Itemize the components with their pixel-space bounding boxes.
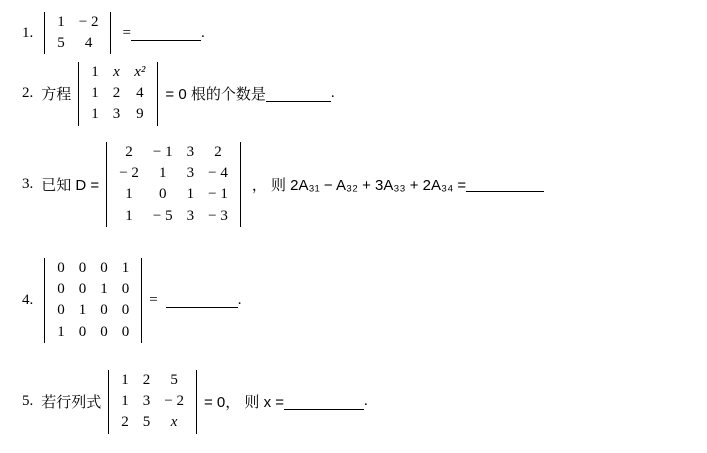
determinant-5 [108,370,197,434]
matrix-cell: 1 [91,85,99,102]
matrix-cell: 0 [57,302,65,319]
problem-number: 5. [22,393,34,410]
matrix-cell: 5 [142,414,151,431]
matrix-cell: 1 [125,207,133,224]
matrix-cell: x [113,64,120,80]
right-bar [240,142,241,227]
matrix-cell: 3 [112,106,121,123]
equals-sign: = [149,291,158,308]
determinant-4 [44,258,142,343]
problem-5 [22,370,707,434]
answer-blank[interactable] [466,176,544,192]
answer-blank[interactable] [131,25,201,41]
determinant-3 [106,142,241,227]
answer-blank[interactable] [166,292,238,308]
problem-lead-text: 若行列式 [41,394,102,412]
matrix-cell: 1 [121,260,130,276]
matrix-table [84,62,152,126]
matrix-cell: 0 [121,302,130,319]
matrix-cell: 0 [57,260,65,276]
left-bar [108,370,109,434]
matrix-cell: x² [134,64,146,80]
matrix-cell: 1 [121,393,129,410]
matrix-cell: − 4 [208,165,228,182]
matrix-cell: 0 [121,323,130,340]
matrix-row [112,142,235,163]
period: . [200,24,205,41]
right-bar [157,62,158,126]
matrix-row [50,33,105,54]
determinant-2 [78,62,158,126]
matrix-cell: 3 [186,144,195,160]
matrix-row [84,62,152,83]
matrix-cell: 2 [142,372,151,388]
matrix-cell: − 2 [78,14,99,30]
matrix-row [84,104,152,125]
answer-blank[interactable] [284,394,364,410]
period: . [364,393,368,410]
matrix-row [50,12,105,33]
matrix-cell: 4 [84,35,93,52]
matrix-cell: 1 [125,186,133,203]
right-bar [110,12,111,54]
matrix-cell: 0 [100,323,108,340]
matrix-table [114,370,191,434]
matrix-cell: 0 [159,186,167,203]
matrix-cell: − 1 [208,186,228,203]
matrix-cell: 1 [100,281,108,298]
matrix-row [114,370,191,391]
problem-number: 2. [22,85,34,102]
problem-3 [22,142,707,227]
matrix-cell: 2 [214,144,222,160]
matrix-table [50,258,136,343]
matrix-row [50,300,136,321]
matrix-cell: 3 [142,393,151,410]
matrix-row [50,258,136,279]
matrix-cell: 1 [186,186,195,203]
matrix-cell: 2 [121,414,129,431]
matrix-table [50,12,105,54]
problem-lead-text: 已知 D = [41,176,100,194]
matrix-cell: 1 [91,106,99,123]
matrix-cell: 1 [57,323,65,340]
matrix-cell: − 1 [152,144,173,160]
matrix-cell: 4 [136,85,144,102]
matrix-cell: 3 [186,207,195,224]
matrix-row [112,163,235,184]
matrix-cell: x [170,414,178,431]
matrix-row [84,83,152,104]
matrix-row [50,279,136,300]
right-bar [196,370,197,434]
left-bar [44,258,45,343]
matrix-cell: 1 [78,302,87,319]
problem-number: 4. [22,291,34,308]
matrix-cell: 5 [57,35,65,52]
period: . [330,85,335,102]
matrix-cell: − 3 [208,207,228,224]
problem-4 [22,258,707,343]
matrix-cell: 0 [78,260,87,276]
matrix-cell: 0 [57,281,65,298]
matrix-row [114,412,191,433]
matrix-cell: 2 [112,85,121,102]
determinant-1 [44,12,111,54]
problem-number: 3. [22,175,34,192]
period: . [237,291,242,308]
problem-2 [22,62,707,126]
matrix-cell: 2 [125,144,133,160]
right-bar [141,258,142,343]
matrix-cell: 9 [136,106,144,123]
matrix-cell: 1 [159,165,167,182]
problem-statement: = 0 根的个数是 [165,86,266,104]
matrix-cell: 1 [121,372,129,388]
equals-sign: = [122,24,131,41]
problem-lead-text: 方程 [41,86,72,104]
problem-1 [22,12,707,54]
matrix-row [50,322,136,343]
problem-statement: ， 则 2A₃₁ − A₃₂ + 3A₃₃ + 2A₃₄ = [251,176,467,194]
matrix-cell: 0 [78,281,87,298]
matrix-cell: 0 [100,302,108,319]
problem-statement: = 0， 则 x = [203,394,285,412]
matrix-cell: 0 [121,281,130,298]
matrix-cell: 1 [91,64,99,80]
matrix-cell: 0 [78,323,87,340]
matrix-cell: − 2 [164,393,184,410]
matrix-cell: 0 [100,260,108,276]
matrix-cell: − 2 [119,165,139,182]
answer-blank[interactable] [266,86,331,102]
matrix-cell: 5 [170,372,178,388]
left-bar [78,62,79,126]
matrix-cell: 3 [186,165,195,182]
left-bar [44,12,45,54]
matrix-row [112,206,235,227]
matrix-cell: 1 [57,14,65,30]
matrix-table [112,142,235,227]
matrix-cell: − 5 [152,207,173,224]
problem-number: 1. [22,24,34,41]
left-bar [106,142,107,227]
matrix-row [114,391,191,412]
matrix-row [112,184,235,205]
